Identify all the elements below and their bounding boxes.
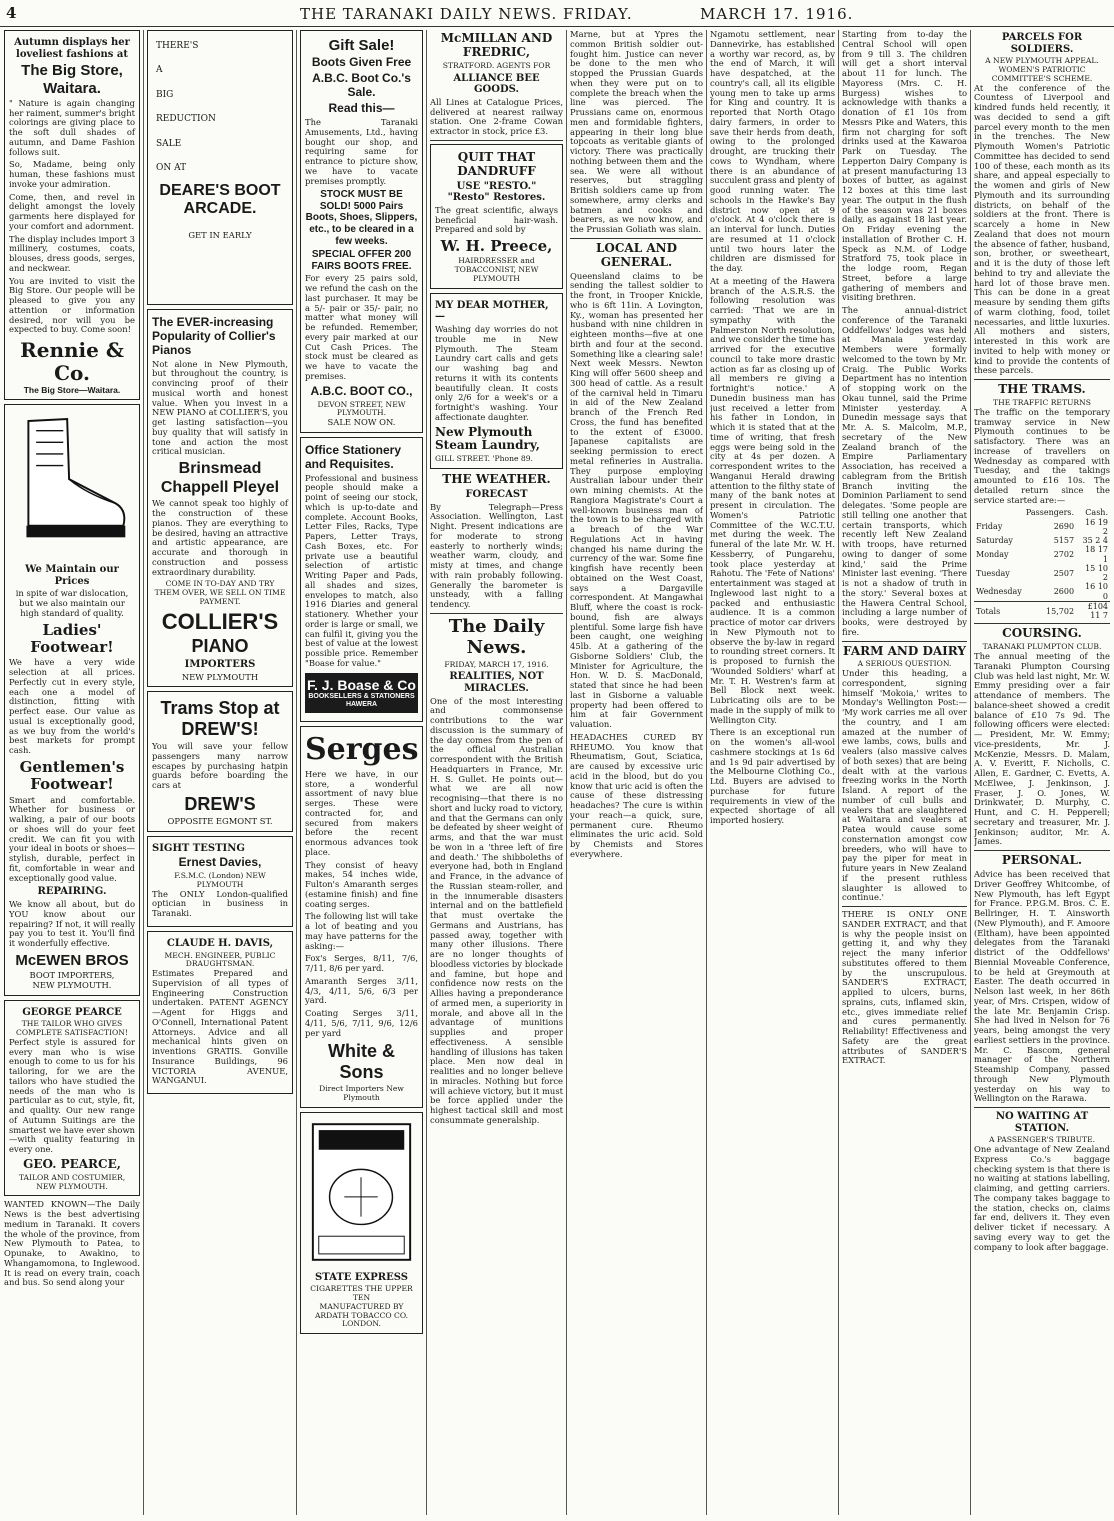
table-row [974, 545, 1110, 564]
column-6 [710, 30, 835, 1515]
serges-text: The following list will take a lot of beating and you may have patterns for the asking:— [305, 911, 418, 951]
optician-note: The ONLY London-qualified optician in business in Taranaki. [152, 888, 288, 919]
deare-line: ON AT [156, 163, 187, 174]
importers-label: IMPORTERS [184, 659, 256, 671]
boase-advert [300, 437, 423, 722]
alliance-text: All Lines at Catalogue Prices, delivered at nearest railway station. One 2-frame Cowan extractor in stock, price £3. [430, 96, 563, 137]
drews-name: DREW'S [184, 793, 256, 814]
deare-advert [147, 30, 293, 305]
mcmillan-name: McMILLAN AND FREDRIC, [440, 31, 553, 59]
boase-subtitle: BOOKSELLERS & STATIONERS HAWERA [308, 692, 415, 709]
farm-dairy-subhead: A SERIOUS QUESTION. [857, 659, 952, 669]
news-text: Starting from to-day the Central School will open from 9 till 3. The children will get a short interval about 11 for lunch. The Mayoress (Mrs. C. H. Burgess) wishes to acknowledge with thanks a donation of £1 10s from Messrs Pike and Waters, this firm not charging for soft drinks used at the Kawaroa Park on Tuesday. The Lepperton Dairy Company is at present manufacturing 13 boxes of butter, as against 12 boxes at this time last year. The output in the flush of the season was 21 boxes daily, as against 18 last year. On Friday evening the installation of Brother C. H. Speck as N.M. of Lodge Stratford 75, took place in the lodge room, Regan Street, before a large gathering of members and visiting brethren. [842, 30, 967, 303]
traffic-text: The traffic on the temporary tramway service in New Plymouth continues to be satisfactory. There was an increase of travellers on Wednesday as compared with Tuesday, and the takings amounted to £16 10s. The detailed return since the service started are:— [974, 406, 1110, 505]
coating-serges-price: Coating Serges 3/11, 4/11, 5/6, 7/11, 9/6, 12/6 per yard [305, 1008, 418, 1038]
mcewen-advert [4, 404, 140, 995]
maintain-text: in spite of war dislocation, but we also maintain our high standard of quality. [15, 588, 129, 618]
traffic-subhead: THE TRAFFIC RETURNS [993, 397, 1091, 407]
repairing-text: We know all about, but do YOU know about our repairing? If not, it will really pay you to test it. You'll find it wonderfully effective. [9, 899, 135, 949]
table-cell: Friday [976, 522, 1003, 532]
time-payment-note: COME IN TO-DAY AND TRY THEM OVER, WE SELL ON TIME PAYMENT. [154, 579, 286, 606]
laundry-address: GILL STREET. 'Phone 89. [435, 454, 533, 464]
trams-headline: Trams Stop at DREW'S! [160, 698, 280, 740]
plumpton-text: The annual meeting of the Taranaki Plumpton Coursing Club was held last night, Mr. W. Emmy presiding over a fair attendance of members. The balance-sheet showed a credit balance of £10 7s 9d. The following officers were elected:— President, Mr. W. Emmy; vice-presidents, Mr. J. McKenzie, Messrs. D. Malam, A. V. Everitt, F. Nicholls, C. Allen, E. Gardner, C. Evetts, A. McElwee, J. Jenkinson, J. Fraser, J. O. Jones, W. Drinkwater, D. Murphy, C. Hunt, and C. H. Pepperell; secretary and treasurer, Mr. J. Jenkinson; auditor, Mr. A. James. [974, 651, 1110, 847]
table-row [974, 536, 1110, 545]
table-cell: 2702 [1053, 549, 1075, 559]
local-general-text: Queensland claims to be sending the tallest soldier to the front, in Trooper Knickle, who is 6ft 11in. A Lovington, Ky., woman has presented her husband with nine children in eighteen months—five at one birth and four at the second. Something like a clearing sale! Next week Messrs. Newton King will offer 5600 sheep and 300 head of cattle. As a result of the carnival held in Timaru in aid of the New Zealand branch of the French Red Cross, the fund has benefited to the extent of £3000. Japanese capitalists are seeking permission to erect metal refineries in Australia. They purpose employing Australian labour under their own mining chemists. At the Rangiora Magistrate's Court a well-known business man of the town is to be charged with a breach of the War Regulations Act in having changed his name during the currency of the war. Some fine kingfish have recently been obtained on the West Coast, says a Dargaville correspondent. At Mangawhai Bluff, where the coast is rock-bound, fish are always plentiful. Some large fish have been caught, one weighing 45lb. At a gathering of the Gisborne Soldiers' Club, the Minister for Agriculture, the Hon. W. D. S. MacDonald, stated that since he had been last in Gisborne a valuable property had been offered to him at fair Government valuation. [570, 270, 703, 730]
deare-line: THERE'S [156, 41, 199, 51]
weather-headline: THE WEATHER. [442, 472, 551, 487]
mcewen-trade: BOOT IMPORTERS, [29, 970, 115, 981]
big-store-body: You are invited to visit the Big Store. Our people will be pleased to give you any attention or information desired, nor will you be expected to buy. Come soon! [9, 275, 135, 335]
office-text: Professional and business people should make a point of seeing our stock, which is up-to-date and complete. Account Books, Letter Files, Racks, Type Papers, Letter Trays, Cash Boxes, etc. For private use a beautiful selection of artistic Writing Paper and Pads, all shades and sizes, envelopes to match, also 1916 Diaries and general stationery. Whether your order is large or small, we can fulfil it, giving you the best of value at the lowest possible price. Remember "Boase for value." [305, 472, 418, 668]
abc-address: DEVON STREET, NEW PLYMOUTH. [317, 399, 406, 418]
wanted-known-notice: WANTED KNOWN—The Daily News is the best advertising medium in Taranaki. It covers the whole of the province, from New Plymouth to Patea, to Opunake, to Awakino, to Whangamomona, to Inglewood. It is read on every train, coach and bus. So send along your [4, 1199, 140, 1288]
cigarette-brand: STATE EXPRESS [315, 1271, 408, 1283]
table-total-row [974, 601, 1110, 620]
big-store-body: So, Madame, being only human, these fashions must invoke your admiration. [9, 159, 135, 189]
deare-line: REDUCTION [156, 114, 216, 125]
drews-advert [147, 691, 293, 831]
davis-text: Estimates Prepared and Supervision of all types of Engineering Construction undertaken. PATENT AGENCY—Agent for Higgs and O'Connell, International Patent Attorneys. Advice and all mechanical hints given on inventions GRATIS. Gonville Insurance Buildings, 96 VICTORIA AVENUE, WANGANUI. [152, 968, 288, 1086]
gents-footwear-headline: Gentlemen's Footwear! [19, 757, 125, 794]
big-store-name: The Big Store, Waitara. [21, 62, 123, 97]
abc-name: A.B.C. BOOT CO., [310, 383, 413, 398]
collier-text: Not alone in New Plymouth, but throughout the country, is convincing proof of their musical worth and honest value. When you invest in a NEW PIANO at COLLIER'S, you get lasting satisfaction—you buy quality that will satisfy in tone and action the most critical musician. [152, 358, 288, 457]
pearce-advert [4, 1000, 140, 1197]
davies-name: Ernest Davies, [178, 855, 262, 870]
preece-subtitle: HAIRDRESSER and TOBACCONIST, NEW PLYMOUTH [454, 256, 539, 284]
big-store-headline: Autumn displays her loveliest fashions at [14, 37, 130, 60]
gents-footwear-text: Smart and comfortable. Whether for business or walking, a pair of our boots or shoes will do your feet credit. We can fit you with your ideal in boots or shoes—stylish, durable, perfect in fit, comfortable in wear and exceptionally good value. [9, 794, 135, 883]
station-headline: NO WAITING AT STATION. [995, 1111, 1089, 1134]
column-8 [974, 30, 1110, 1515]
deare-line: A [156, 65, 163, 76]
collier-headline: The EVER-increasing Popularity of Collier's Pianos [152, 315, 276, 357]
rheumo-text: HEADACHES CURED BY RHEUMO. You know that Rheumatism, Gout, Sciatica, are caused by excessive uric acid in the blood, but do you know that uric acid is often the cause of these distressing headaches? The cure is within your reach—a quick, sure, permanent cure. Rheumo eliminates the uric acid. Sold by Chemists and Stores everywhere. [570, 731, 703, 859]
ladies-footwear-headline: Ladies' Footwear! [30, 620, 114, 657]
deare-name: DEARE'S BOOT ARCADE. [159, 181, 281, 218]
ladies-footwear-text: We have a very wide selection at all prices. Perfectly cut in every style, each one a model of distinction, fitting with perfect ease. Our value as usual is exceptionally good, as we buy from the world's best markets for prompt cash. [9, 657, 135, 756]
table-header: Cash. [1085, 508, 1108, 518]
news-text: At a meeting of the Hawera branch of the A.S.R.S. the following resolution was carried: 'That we are in sympathy with the Palmerston North resolution, and we consider the time has arrived for the executive council to take more drastic action as far as closing up of all members re giving a fortnight's notice.' A Dunedin business man has just received a letter from his father in London, in which it is stated that at the time of writing, that fresh eggs were being sold in the city at 4s per dozen. A correspondent writes to the Wanganui Herald drawing attention to the filthy state of many of the bank notes at present in circulation. The Women's Patriotic Committee of the W.C.T.U. met during the week. The funeral of the late Mr. W. H. Kessberry, of Pungarehu, took place yesterday at Rahotu. The 'Fete of Nations' entertainment was staged at Inglewood last night to a packed and enthusiastic audience. It is a common practice of motor car drivers in New Plymouth not to observe the by-law in regard to rounding street corners. It is proposed to furnish the 'Wounded Soldiers' wharf at Mr. T. H. Westren's farm at Bell Block next week. Lubricating oils are to be made in the supply of milk to Wellington City. [710, 275, 835, 725]
sander-extract-text: THERE IS ONLY ONE SANDER EXTRACT, and that is why the people insist on getting it, and why they reject the many inferior substitutes offered to them by the unscrupulous. SANDER'S EXTRACT, applied to ulcers, burns, sprains, cuts, inflamed skin, etc., gives immediate relief and cures permanently. Reliability! Effectiveness and Safety are the great attributes of SANDER'S EXTRACT. [842, 909, 967, 1066]
table-cell: 2690 [1053, 522, 1075, 532]
sight-testing: SIGHT TESTING [152, 842, 245, 854]
abc-advert [300, 30, 423, 433]
issue-date: MARCH 17. 1916. [700, 5, 854, 23]
forecast-text: By Telegraph—Press Association. Wellington, Last Night. Present indications are for moderate to strong easterly to northerly winds; weather warm, cloudy, and misty at times, and change with rain probably following. Generally the barometer is unsteady, with a falling tendency. [430, 501, 563, 610]
resto-slogan: USE "RESTO." "Resto" Restores. [447, 180, 546, 204]
column-5 [570, 30, 703, 1515]
parcels-text: At the conference of the Countess of Liverpool and kindred funds held recently, it was decided to send a gift parcel every month to the men in the trenches. The New Plymouth Women's Patriotic Committee has decided to send 100 of these, each month as its share, and appeal especially to the women and girls of New Plymouth and its surrounding districts, on behalf of the soldiers at the front. There is scarcely a home in New Zealand that does not mourn the absence of father, husband, son, brother, or sweetheart, and it is the duty of those left behind to try and alleviate the hard lot of those brave men. This can be done in a great measure by sending them gifts of warm clothing, food, toilet necessaries, and little luxuries. All mothers and sisters, interested in this work are invited to help with money or kind to provide the contents of these parcels. [974, 82, 1110, 376]
serges-text: Here we have, in our store, a wonderful assortment of navy blue serges. These were contracted for, and secured from makers before the recent enormous advances took place. [305, 768, 418, 857]
drews-address: OPPOSITE EGMONT ST. [167, 815, 273, 826]
collier-town: NEW PLYMOUTH [181, 671, 259, 682]
table-row [974, 582, 1110, 601]
white-sons-subtitle: Direct Importers New Plymouth [319, 1084, 404, 1103]
table-cell: 5157 [1053, 536, 1075, 546]
boase-logo [305, 673, 418, 713]
davis-name: CLAUDE H. DAVIS, [166, 937, 274, 949]
womens-scheme-subhead: WOMEN'S PATRIOTIC COMMITTEE'S SCHEME. [991, 64, 1093, 83]
column-rule [143, 30, 144, 1515]
farm-dairy-text: Under this heading, a correspondent, signing himself 'Mokoia,' writes to Monday's Wellington Post:— 'My work carries me all over the country, and I am amazed at the number of ewe lambs, cows, bulls and vealers (also massive calves of both sexes) that are being dealt with at the various freezing works in the North Island. A report of the number of cull bulls and vealers that are slaughtered at Waitara and vealers at Patea would cause some consternation amongst cow breeders, who will have to pay the piper for meat in future years in New Zealand if the present ruthless slaughter is allowed to continue.' [842, 668, 967, 903]
column-rule [426, 30, 427, 1515]
news-text: There is an exceptional run on the women's all-wool cashmere stockings at 1s 6d and 1s 9d pair advertised by the Melbourne Clothing Co., Ltd. Buyers are advised to purchase for future requirements in view of the expected shortage of all imported hosiery. [710, 727, 835, 825]
masthead [0, 0, 1114, 27]
alliance-headline: ALLIANCE BEE GOODS. [453, 72, 540, 96]
serges-text: They consist of heavy makes, 54 inches wide, Fulton's Amaranth serges (estamine finish) and fine coating serges. [305, 859, 418, 909]
davis-trade: MECH. ENGINEER, PUBLIC DRAUGHTSMAN. [164, 950, 276, 969]
special-offer: SPECIAL OFFER 200 FAIRS BOOTS FREE. [311, 249, 412, 272]
coursing-headline: COURSING. [1002, 626, 1082, 641]
column-4 [430, 30, 563, 1515]
editorial-continued: Marne, but at Ypres the common British soldier out-fought him. Justice can never be done to the men who stopped the Prussian Guards when they were put on to complete the breach when the line was pierced. The Prussians came on, enormous men and formidable fighters, appearing in their long blue topcoats as veritable giants of victory. There was practically nothing between them and the sea. We were all without reserves, but straggling British soldiers came up from somewhere, army clerks and batmen and cooks and bearers, as we now know, and the Prussian Goliath was slain. [570, 30, 703, 234]
amaranth-serges-price: Amaranth Serges 3/11, 4/3, 4/11, 5/6, 6/3 per yard. [305, 975, 418, 1006]
pearce-trade: TAILOR AND COSTUMIER, NEW PLYMOUTH. [18, 1172, 126, 1191]
daily-news-nameplate: The Daily News. [448, 615, 545, 658]
davies-credentials: F.S.M.C. (London) NEW PLYMOUTH [174, 871, 266, 889]
piano-brands: Brinsmead Chappell Pleyel [160, 460, 280, 496]
table-cell: 15,702 [1046, 606, 1075, 616]
table-header: Passengers. [1025, 508, 1075, 518]
table-cell: Totals [976, 606, 1001, 616]
sale-now-on: SALE NOW ON. [327, 417, 396, 428]
mcewen-name: McEWEN BROS [15, 951, 129, 969]
table-cell: Monday [976, 549, 1009, 559]
mcmillan-subtitle: STRATFORD. AGENTS FOR [442, 60, 551, 70]
rennie-subtitle: The Big Store—Waitara. [23, 384, 121, 395]
column-rule [706, 30, 707, 1515]
local-general-headline: LOCAL AND GENERAL. [595, 240, 678, 269]
preece-name: W. H. Preece, [440, 237, 553, 256]
table-cell: 2600 [1053, 587, 1075, 597]
mcewen-town: NEW PLYMOUTH. [32, 979, 112, 990]
pearce-subhead: THE TAILOR WHO GIVES COMPLETE SATISFACTION! [16, 1019, 128, 1038]
page-number: 4 [6, 4, 18, 22]
fox-serges-price: Fox's Serges, 8/11, 7/6, 7/11, 8/6 per yard. [305, 953, 418, 974]
table-row [974, 518, 1110, 537]
big-store-body: Come, then, and revel in delight amongst the lovely garments here displayed for your comfort and adornment. [9, 191, 135, 231]
column-rule [566, 30, 567, 1515]
station-subhead: A PASSENGER'S TRIBUTE. [988, 1135, 1096, 1145]
davies-advert [147, 836, 293, 927]
column-1 [4, 30, 140, 1515]
personal-headline: PERSONAL. [1001, 853, 1083, 868]
boase-name: F. J. Boase & Co [307, 676, 416, 693]
trams-headline: THE TRAMS. [998, 382, 1086, 397]
office-headline: Office Stationery and Requisites. [305, 442, 402, 471]
newspaper-title: THE TARANAKI DAILY NEWS. FRIDAY. [300, 5, 633, 23]
table-row [974, 564, 1110, 583]
editorial-date: FRIDAY, MARCH 17, 1916. [444, 659, 549, 669]
farm-dairy-headline: FARM AND DAIRY [843, 643, 966, 658]
pearce-headline: GEORGE PEARCE [22, 1006, 122, 1018]
column-7 [842, 30, 967, 1515]
editorial-headline: REALITIES, NOT MIRACLES. [449, 671, 544, 695]
cigarette-pack-illustration [305, 1117, 418, 1267]
news-text: The annual-district conference of the Taranaki Oddfellows' lodges was held at Manaia yesterday. Members were formally welcomed to the town by Mr. Craig. The Public Works Department has no intention of stopping work on the Okau tunnel, said the Prime Minister yesterday. A Dunedin message says that Mr. A. S. Malcolm, M.P., secretary of the New Zealand branch of the Empire Parliamentary Association, has received a cablegram from the British Branch inviting the Dominion Parliament to send delegates. 'Some people are still telling one another that certain transports, which recently left New Zealand with troops, have returned owing to danger of some kind,' said the Prime Minister last evening. 'There is not a shadow of truth in the story.' Several boxes at the Hawera Central School, including a large number of books, were destroyed by fire. [842, 305, 967, 637]
personal-text: Advice has been received that Driver Geoffrey Whitcombe, of New Plymouth, has left Egypt for France. P.P.G.M. Bros. C. E. Bellringer, H. T. Ainsworth (New Plymouth), and F. Amoore (Eltham), have been appointed delegates from the Taranaki district of the Oddfellows' Biennial Moveable Conference, to be held at Greymouth at Easter. The death occurred in Nelson last week, in her 86th year, of Mrs. Crispen, widow of the late Mr. Benjamin Crisp. She had lived in Nelson for 76 years, being amongst the very earliest settlers in the province. Mr. C. Bascom, general manager of the Northern Steamship Company, passed through New Plymouth yesterday on his way to Wellington on the Rarawa. [974, 869, 1110, 1104]
stock-headline: STOCK MUST BE SOLD! 5000 Pairs Boots, Shoes, Slippers, etc., to be cleared in a few weeks. [305, 189, 418, 247]
plumpton-subhead: TARANAKI PLUMPTON CLUB. [982, 642, 1102, 652]
table-header-row [974, 508, 1110, 517]
column-3 [300, 30, 423, 1515]
big-store-advert [4, 30, 140, 400]
table-cell: 16 10 0 [1085, 582, 1108, 601]
table-cell: 2507 [1053, 568, 1075, 578]
boots-free-headline: Boots Given Free [311, 55, 412, 70]
deare-line: BIG [156, 89, 174, 100]
abc-sale-headline: A.B.C. Boot Co.'s Sale. [312, 71, 411, 100]
read-this-text: The Taranaki Amusements, Ltd., having bought our shop, and requiring same for entrance to picture show, we have to vacate premises promptly. [305, 117, 418, 186]
big-store-body: " Nature is again changing her raiment, summer's bright colorings are giving place to the soft dull shades of autumn, and Dame Fashion follows suit. [9, 97, 135, 157]
read-this: Read this— [328, 101, 395, 116]
forecast-headline: FORECAST [465, 489, 528, 501]
maintain-headline: We Maintain our Prices [25, 564, 119, 587]
table-cell: 15 10 2 [1085, 563, 1108, 583]
quit-dandruff-headline: QUIT THAT DANDRUFF [457, 149, 536, 178]
table-cell: Wednesday [976, 587, 1022, 597]
mother-headline: MY DEAR MOTHER,— [435, 299, 549, 323]
repairing-headline: REPAIRING. [37, 886, 107, 898]
white-sons-advert [300, 726, 423, 1108]
trams-text: You will save your fellow passengers many narrow escapes by purchasing hatpin guards before boarding the cars at [152, 741, 288, 791]
pearce-name: GEO. PEARCE, [23, 1156, 121, 1171]
table-header [974, 508, 1024, 517]
editorial-text: One of the most interesting and commonsense contributions to the war discussion is the summary of the day comes from the pen of the official Australian correspondent with the British Headquarters in France, Mr. H. S. Gullet. He points out—what we are all now recognising—that there is no short and lucky road to victory, and that the Germans can only be defeated by sheer weight of arms, and that the war must be won in a 'three left of fire and death.' The shibboleths of everyone had, both in England and France, in the advance of the Russian steam-roller, and in the innumerable disasters internal and on the battlefield that must overtake the Germans and Austrians, has passed away, together with many other illusions. There are no longer thoughts of bloodless victories by blockade and famine, but hope and confidence now rests on the Allies having a preponderance of armed men, a superiority in morale, and above all in the advantage of munitions supplies and proper effectiveness. A sensible handling of illusions has taken place. Men now deal in realities and no longer believe in miracles. Nothing but force will achieve victory, but it must be force applied under the highest tactical skill and most consummate generalship. [430, 695, 563, 1125]
table-cell: Tuesday [976, 568, 1010, 578]
white-sons-name: White & Sons [328, 1041, 395, 1083]
special-offer-text: For every 25 pairs sold, we refund the cash on the last purchaser. It may be a 5/- pair or 35/- pair, no matter what money will be refunded. Remember, every pair marked at our Cut Cash Prices. The stock must be cleared as we have to vacate the premises. [305, 273, 418, 381]
cigarette-name: CIGARETTES THE UPPER TEN [310, 1284, 413, 1302]
cigarette-maker: MANUFACTURED BY ARDATH TOBACCO CO. LONDON. [314, 1301, 409, 1329]
table-cell: 16 19 2 [1085, 517, 1108, 536]
davis-advert [147, 931, 293, 1094]
station-text: One advantage of New Zealand Express Co.'s baggage checking system is that there is no waiting at stations labelling, claiming, and getting carriers. The company takes baggage to the station, checks on, claims far end, delivers it. They even deliver ticket if necessary. A saving every way to get the company to look after baggage. [974, 1144, 1110, 1252]
boot-illustration [9, 409, 135, 559]
table-cell: £104 11 7 [1087, 601, 1108, 621]
piano-label: PIANO [191, 636, 249, 657]
deare-footer: GET IN EARLY [188, 229, 252, 240]
laundry-name: New Plymouth Steam Laundry, [435, 424, 540, 453]
deare-line: SALE [156, 138, 182, 149]
parcels-subhead: A NEW PLYMOUTH APPEAL. [985, 56, 1099, 66]
table-cell: Saturday [976, 536, 1013, 546]
column-rule [970, 30, 971, 1515]
laundry-advert [430, 293, 563, 469]
big-store-body: The display includes import 3 millinery, costumes, coats, blouses, dress goods, serges, and neckwear. [9, 233, 135, 273]
serges-headline: Serges [305, 732, 419, 768]
mother-text: Washing day worries do not trouble me in New Plymouth. The Steam Laundry cart calls and gets our washing bag and returns it with its contents beautifully clean. It costs only 2/6 for a week's or a fortnight's washing. Your affectionate daughter. [435, 324, 558, 422]
pearce-text: Perfect style is assured for every man who is wise enough to come to us for his tailoring, for we are the tailors who have studied the needs of the man who is particular as to cut, style, fit, and quality. Our new range of Autumn Suitings are the smartest we have ever shown—with quality featuring in every one. [9, 1036, 136, 1155]
traffic-table [974, 508, 1110, 620]
rennie-logo: Rennie & Co. [20, 338, 124, 386]
news-text: Ngamotu settlement, near Dannevirke, has established a worthy war record, as, by the end of March, it will have despatched, at the country's call, all its eligible young men to take up arms for King and country. It is reported that North Otago dairy farmers, in order to save their herds from death, owing to the prolonged drought, are trucking their cows to Wyndham, where there is an abundance of succulent grass and plenty of good running water. The schools in the Hawke's Bay district now open at 9 o'clock. At 4 o'clock there is an interval for lunch. Duties are resumed at 11 o'clock until two hours later the children are dismissed for the day. [710, 30, 835, 273]
table-cell: 35 2 4 [1082, 536, 1108, 546]
state-express-advert [300, 1112, 423, 1334]
colliers-logo: COLLIER'S [161, 608, 279, 634]
resto-advert [430, 144, 563, 289]
piano-brands-text: We cannot speak too highly of the construction of these pianos. They are everything to be desired, having an attractive and artistic appearance, are accurate and thorough in construction and possess extraordinary durability. [152, 498, 288, 577]
resto-text: The great scientific, always beneficial hair-wash. Prepared and sold by [435, 204, 558, 235]
gift-sale-headline: Gift Sale! [328, 37, 395, 54]
column-2 [147, 30, 293, 1515]
collier-advert [147, 309, 293, 687]
column-rule [296, 30, 297, 1515]
column-rule [838, 30, 839, 1515]
table-cell: 18 17 1 [1085, 545, 1108, 564]
parcels-headline: PARCELS FOR SOLDIERS. [1001, 32, 1083, 55]
